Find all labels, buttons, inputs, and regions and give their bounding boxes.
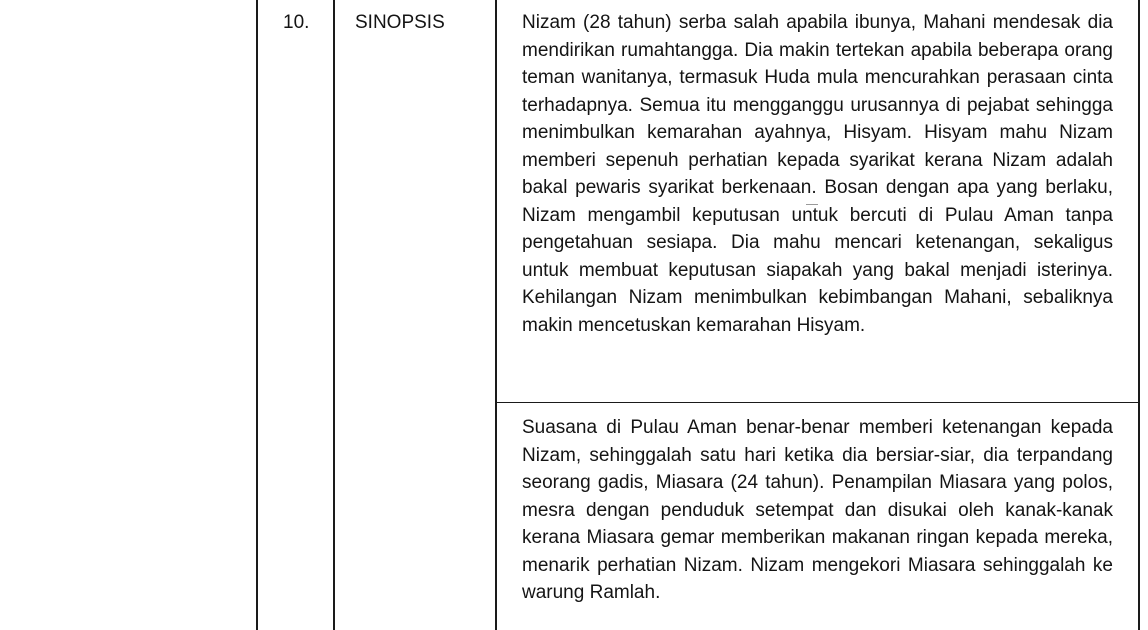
synopsis-paragraph-2: Suasana di Pulau Aman benar-benar memberi ketenangan kepada Nizam, sehinggalah satu hari ketika dia bersiar-siar, dia terpandang seorang gadis, Miasara (24 tahun). Penampilan Miasara yang polos, mesra dengan penduduk setempat dan disukai oleh kanak-kanak kerana Miasara gemar memberikan makanan ringan kepada mereka, menarik perhatian Nizam. Nizam mengekori Miasara sehinggalah ke warung Ramlah. <box>522 417 1113 603</box>
row-number: 10. <box>283 12 310 33</box>
row-label: SINOPSIS <box>355 12 445 33</box>
paragraph-divider <box>495 402 1140 403</box>
column-divider-label <box>495 0 497 630</box>
scan-mark <box>806 204 818 205</box>
synopsis-table <box>256 0 1140 630</box>
column-divider-number <box>333 0 335 630</box>
synopsis-paragraph-1: Nizam (28 tahun) serba salah apabila ibunya, Mahani mendesak dia mendirikan rumahtangga. Dia makin tertekan apabila beberapa orang teman wanitanya, termasuk Huda mula mencurahkan perasaan cinta terhadapnya. Semua itu mengganggu urusannya di pejabat sehingga menimbulkan kemarahan ayahnya, Hisyam. Hisyam mahu Nizam memberi sepenuh perhatian kepada syarikat kerana Nizam adalah bakal pewaris syarikat berkenaan. Bosan dengan apa yang berlaku, Nizam mengambil keputusan untuk bercuti di Pulau Aman tanpa pengetahuan sesiapa. Dia mahu mencari ketenangan, sekaligus untuk membuat keputusan siapakah yang bakal menjadi isterinya. Kehilangan Nizam menimbulkan kebimbangan Mahani, sebaliknya makin mencetuskan kemarahan Hisyam. <box>522 12 1113 336</box>
